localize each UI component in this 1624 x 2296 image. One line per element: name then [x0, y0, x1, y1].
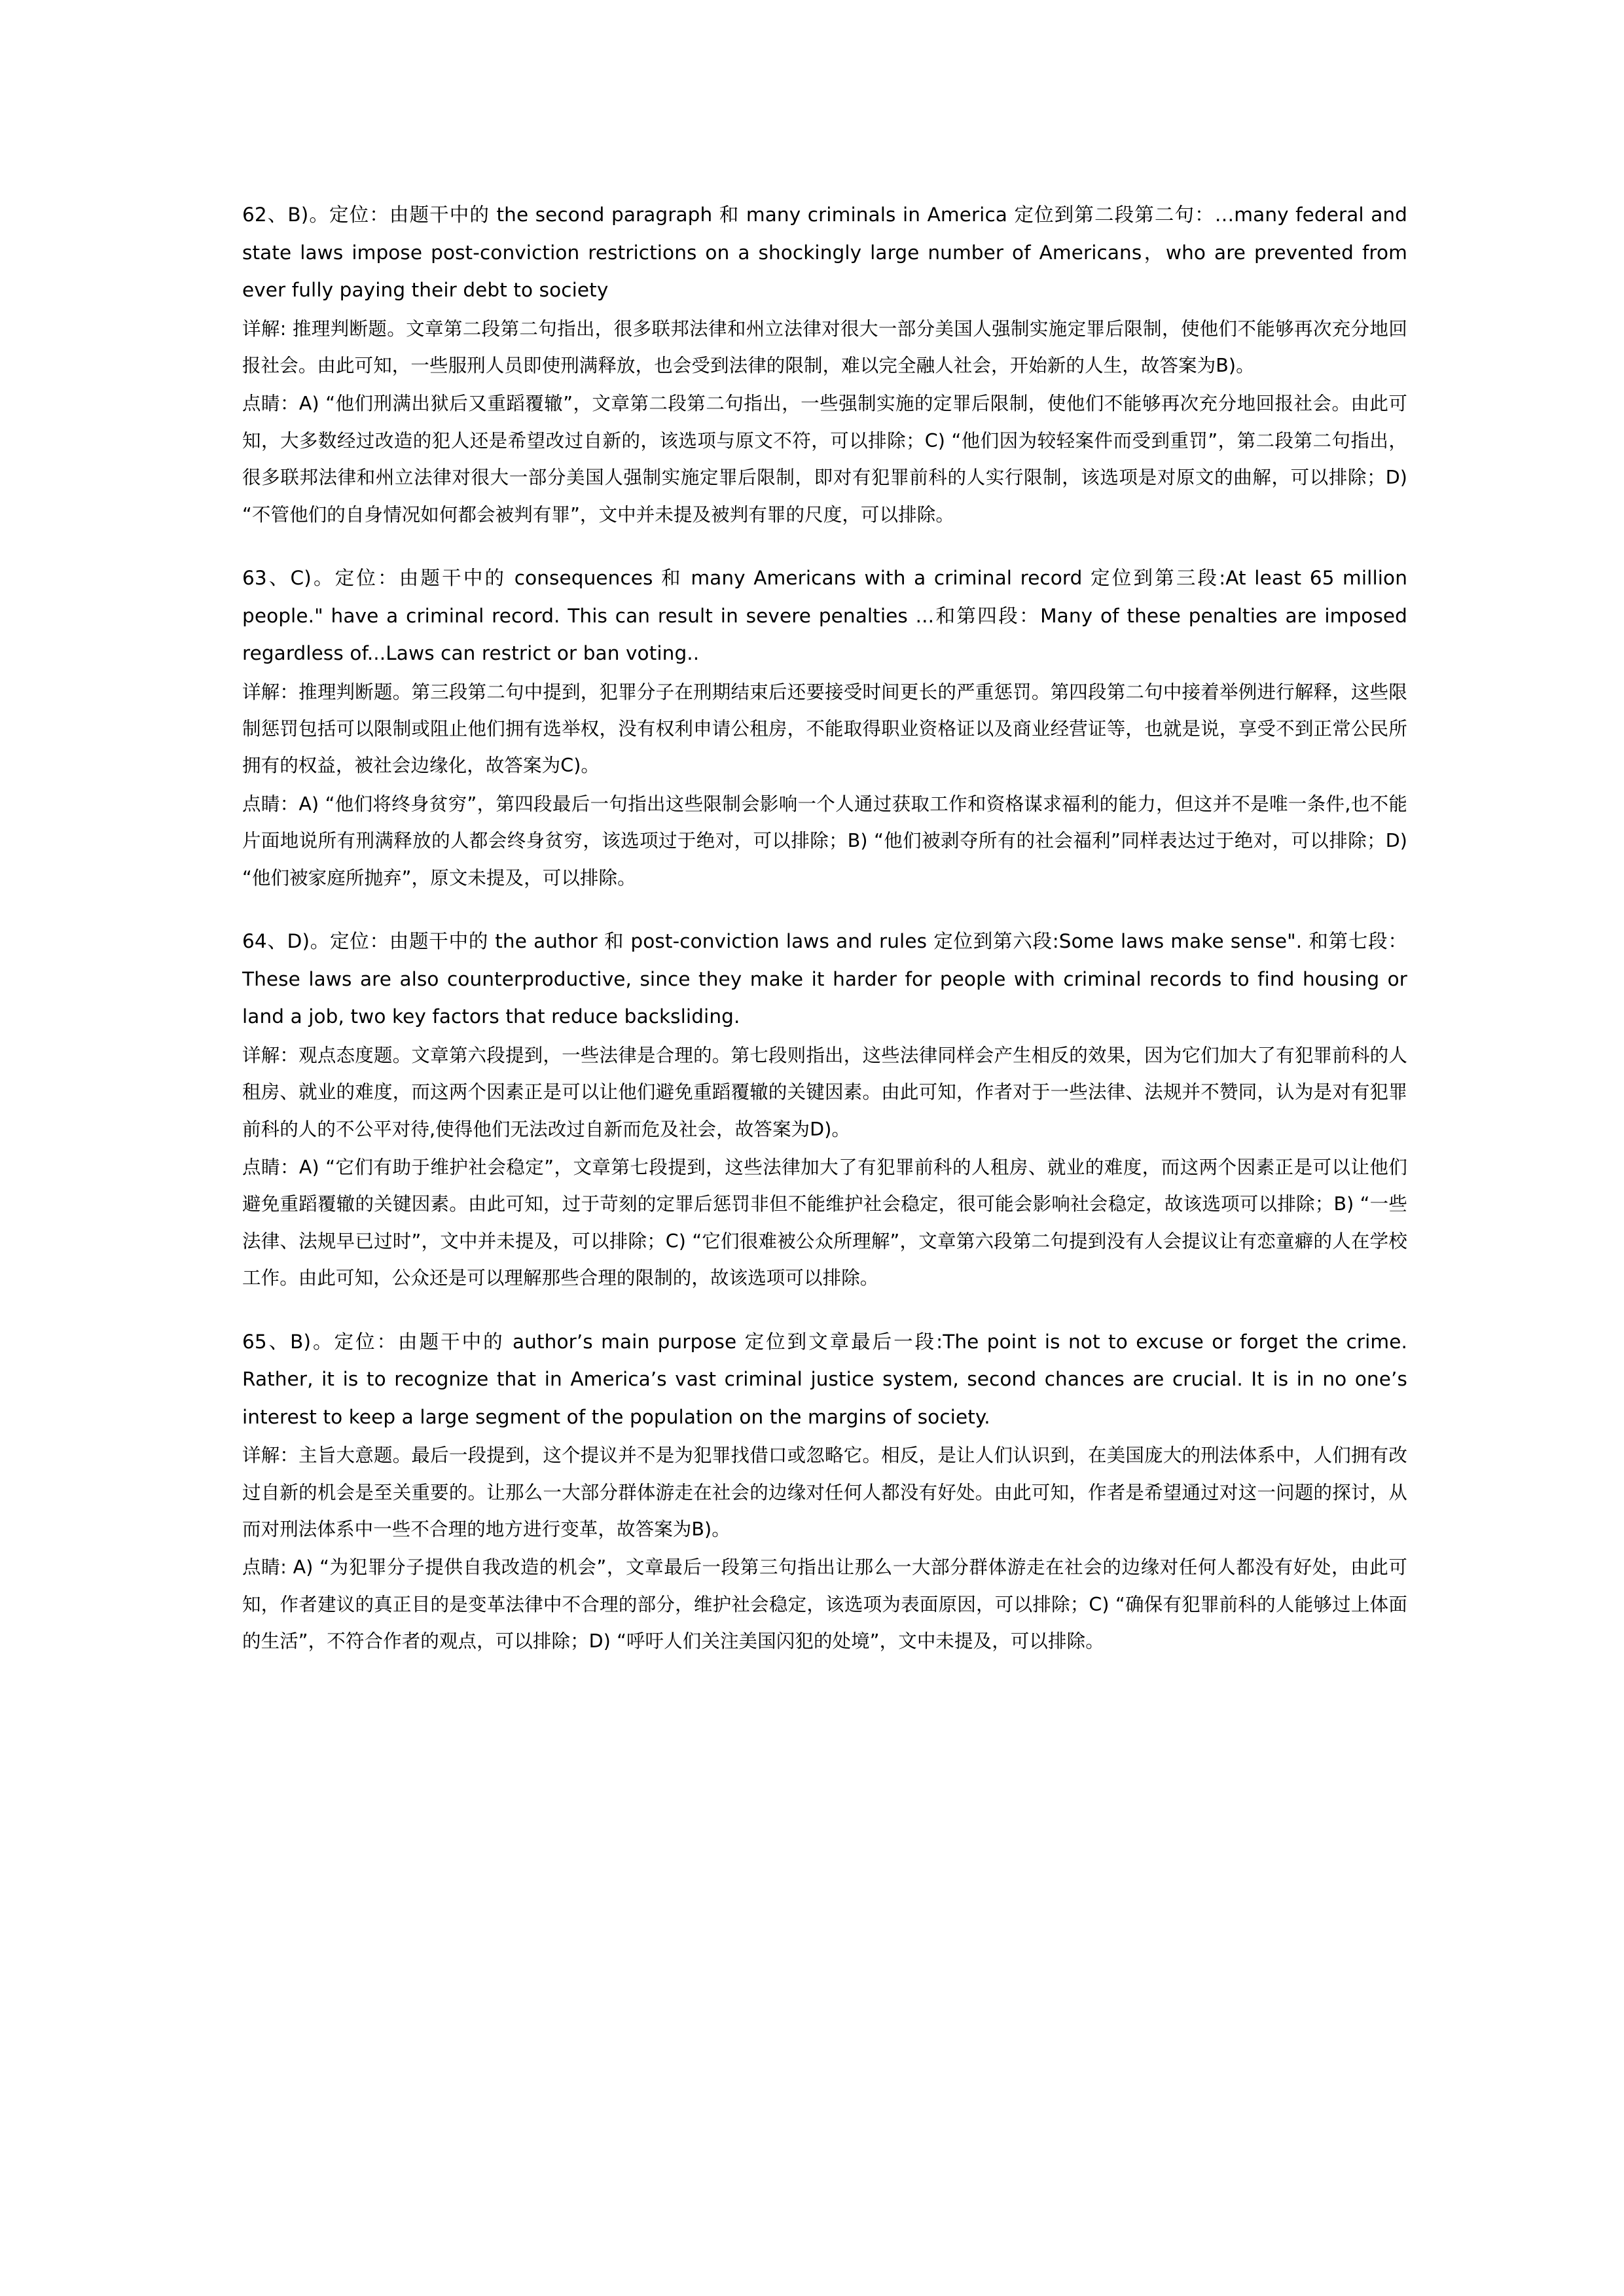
q64-highlight: 点睛：A) “它们有助于维护社会稳定”，文章第七段提到，这些法律加大了有犯罪前科的人租房、就业的难度，而这两个因素正是可以让他们避免重蹈覆辙的关键因素。由此可知，过于苛刻的定罪后惩罚非但不能维护社会稳定，很可能会影响社会稳定，故该选项可以排除；B) “一些法律、法规早已过时”，文中并未提及，可以排除；C) “它们很难被公众所理解”，文章第六段第二句提到没有人会提议让有恋童癖的人在学校工作。由此可知，公众还是可以理解那些合理的限制的，故该选项可以排除。: [242, 1156, 1407, 1289]
q64-explanation: 详解：观点态度题。文章第六段提到，一些法律是合理的。第七段则指出，这些法律同样会产生相反的效果，因为它们加大了有犯罪前科的人租房、就业的难度，而这两个因素正是可以让他们避免重蹈覆辙的关键因素。由此可知，作者对于一些法律、法规并不赞同，认为是对有犯罪前科的人的不公平对待,使得他们无法改过自新而危及社会，故答案为D)。: [242, 1044, 1407, 1140]
q63-explanation: 详解：推理判断题。第三段第二句中提到，犯罪分子在刑期结束后还要接受时间更长的严重惩罚。第四段第二句中接着举例进行解释，这些限制惩罚包括可以限制或阻止他们拥有选举权，没有权利申请公租房，不能取得职业资格证以及商业经营证等，也就是说，享受不到正常公民所拥有的权益，被社会边缘化，故答案为C)。: [242, 681, 1407, 777]
document-body: [242, 196, 1407, 1660]
answer-block-64: [242, 923, 1407, 1297]
q64-locate: 64、D)。定位：由题干中的 the author 和 post-conviction laws and rules 定位到第六段:Some laws make sense". 和第七段：These laws are also counterproductive, since they make it harder for people with criminal records to find housing or land a job, two key factors that reduce backsliding.: [242, 930, 1407, 1028]
block-spacer: [242, 916, 1407, 923]
answer-block-63: [242, 560, 1407, 897]
q63-locate: 63、C)。定位：由题干中的 consequences 和 many Americans with a criminal record 定位到第三段:At least 65 million people." have a criminal record. This can result in severe penalties ...和第四段：Many of these penalties are imposed regardless of...Laws can restrict or ban voting..: [242, 567, 1407, 665]
q62-locate: 62、B)。定位：由题干中的 the second paragraph 和 many criminals in America 定位到第二段第二句：…many federal and state laws impose post-conviction restrictions on a shockingly large number of Americans，who are prevented from ever fully paying their debt to society: [242, 204, 1407, 302]
q62-explanation: 详解: 推理判断题。文章第二段第二句指出，很多联邦法律和州立法律对很大一部分美国人强制实施定罪后限制，使他们不能够再次充分地回报社会。由此可知，一些服刑人员即使刑满释放，也会受到法律的限制，难以完全融人社会，开始新的人生，故答案为B)。: [242, 317, 1407, 376]
answer-block-65: [242, 1323, 1407, 1660]
q65-highlight: 点睛: A) “为犯罪分子提供自我改造的机会”，文章最后一段第三句指出让那么一大部分群体游走在社会的边缘对任何人都没有好处，由此可知，作者建议的真正目的是变革法律中不合理的部分，维护社会稳定，该选项为表面原因，可以排除；C) “确保有犯罪前科的人能够过上体面的生活”，不符合作者的观点，可以排除；D) “呼吁人们关注美国闪犯的处境”，文中未提及，可以排除。: [242, 1556, 1407, 1653]
q63-highlight: 点睛：A) “他们将终身贫穷”，第四段最后一句指出这些限制会影响一个人通过获取工作和资格谋求福利的能力，但这并不是唯一条件,也不能片面地说所有刑满释放的人都会终身贫穷，该选项过于绝对，可以排除；B) “他们被剥夺所有的社会福利”同样表达过于绝对，可以排除；D) “他们被家庭所抛弃”，原文未提及，可以排除。: [242, 793, 1407, 889]
block-spacer: [242, 553, 1407, 560]
answer-block-62: [242, 196, 1407, 533]
block-spacer: [242, 1317, 1407, 1323]
q62-highlight: 点睛：A) “他们刑满出狱后又重蹈覆辙”，文章第二段第二句指出，一些强制实施的定罪后限制，使他们不能够再次充分地回报社会。由此可知，大多数经过改造的犯人还是希望改过自新的，该选项与原文不符，可以排除；C) “他们因为较轻案件而受到重罚”，第二段第二句指出，很多联邦法律和州立法律对很大一部分美国人强制实施定罪后限制，即对有犯罪前科的人实行限制，该选项是对原文的曲解，可以排除；D) “不管他们的自身情况如何都会被判有罪”，文中并未提及被判有罪的尺度，可以排除。: [242, 393, 1407, 526]
q65-explanation: 详解：主旨大意题。最后一段提到，这个提议并不是为犯罪找借口或忽略它。相反，是让人们认识到，在美国庞大的刑法体系中，人们拥有改过自新的机会是至关重要的。让那么一大部分群体游走在社会的边缘对任何人都没有好处。由此可知，作者是希望通过对这一问题的探讨，从而对刑法体系中一些不合理的地方进行变革，故答案为B)。: [242, 1444, 1407, 1541]
q65-locate: 65、B)。定位：由题干中的 author’s main purpose 定位到文章最后一段:The point is not to excuse or forget the crime. Rather, it is to recognize that in America’s vast criminal justice system, second chances are crucial. It is in no one’s interest to keep a large segment of the population on the margins of society.: [242, 1330, 1407, 1428]
